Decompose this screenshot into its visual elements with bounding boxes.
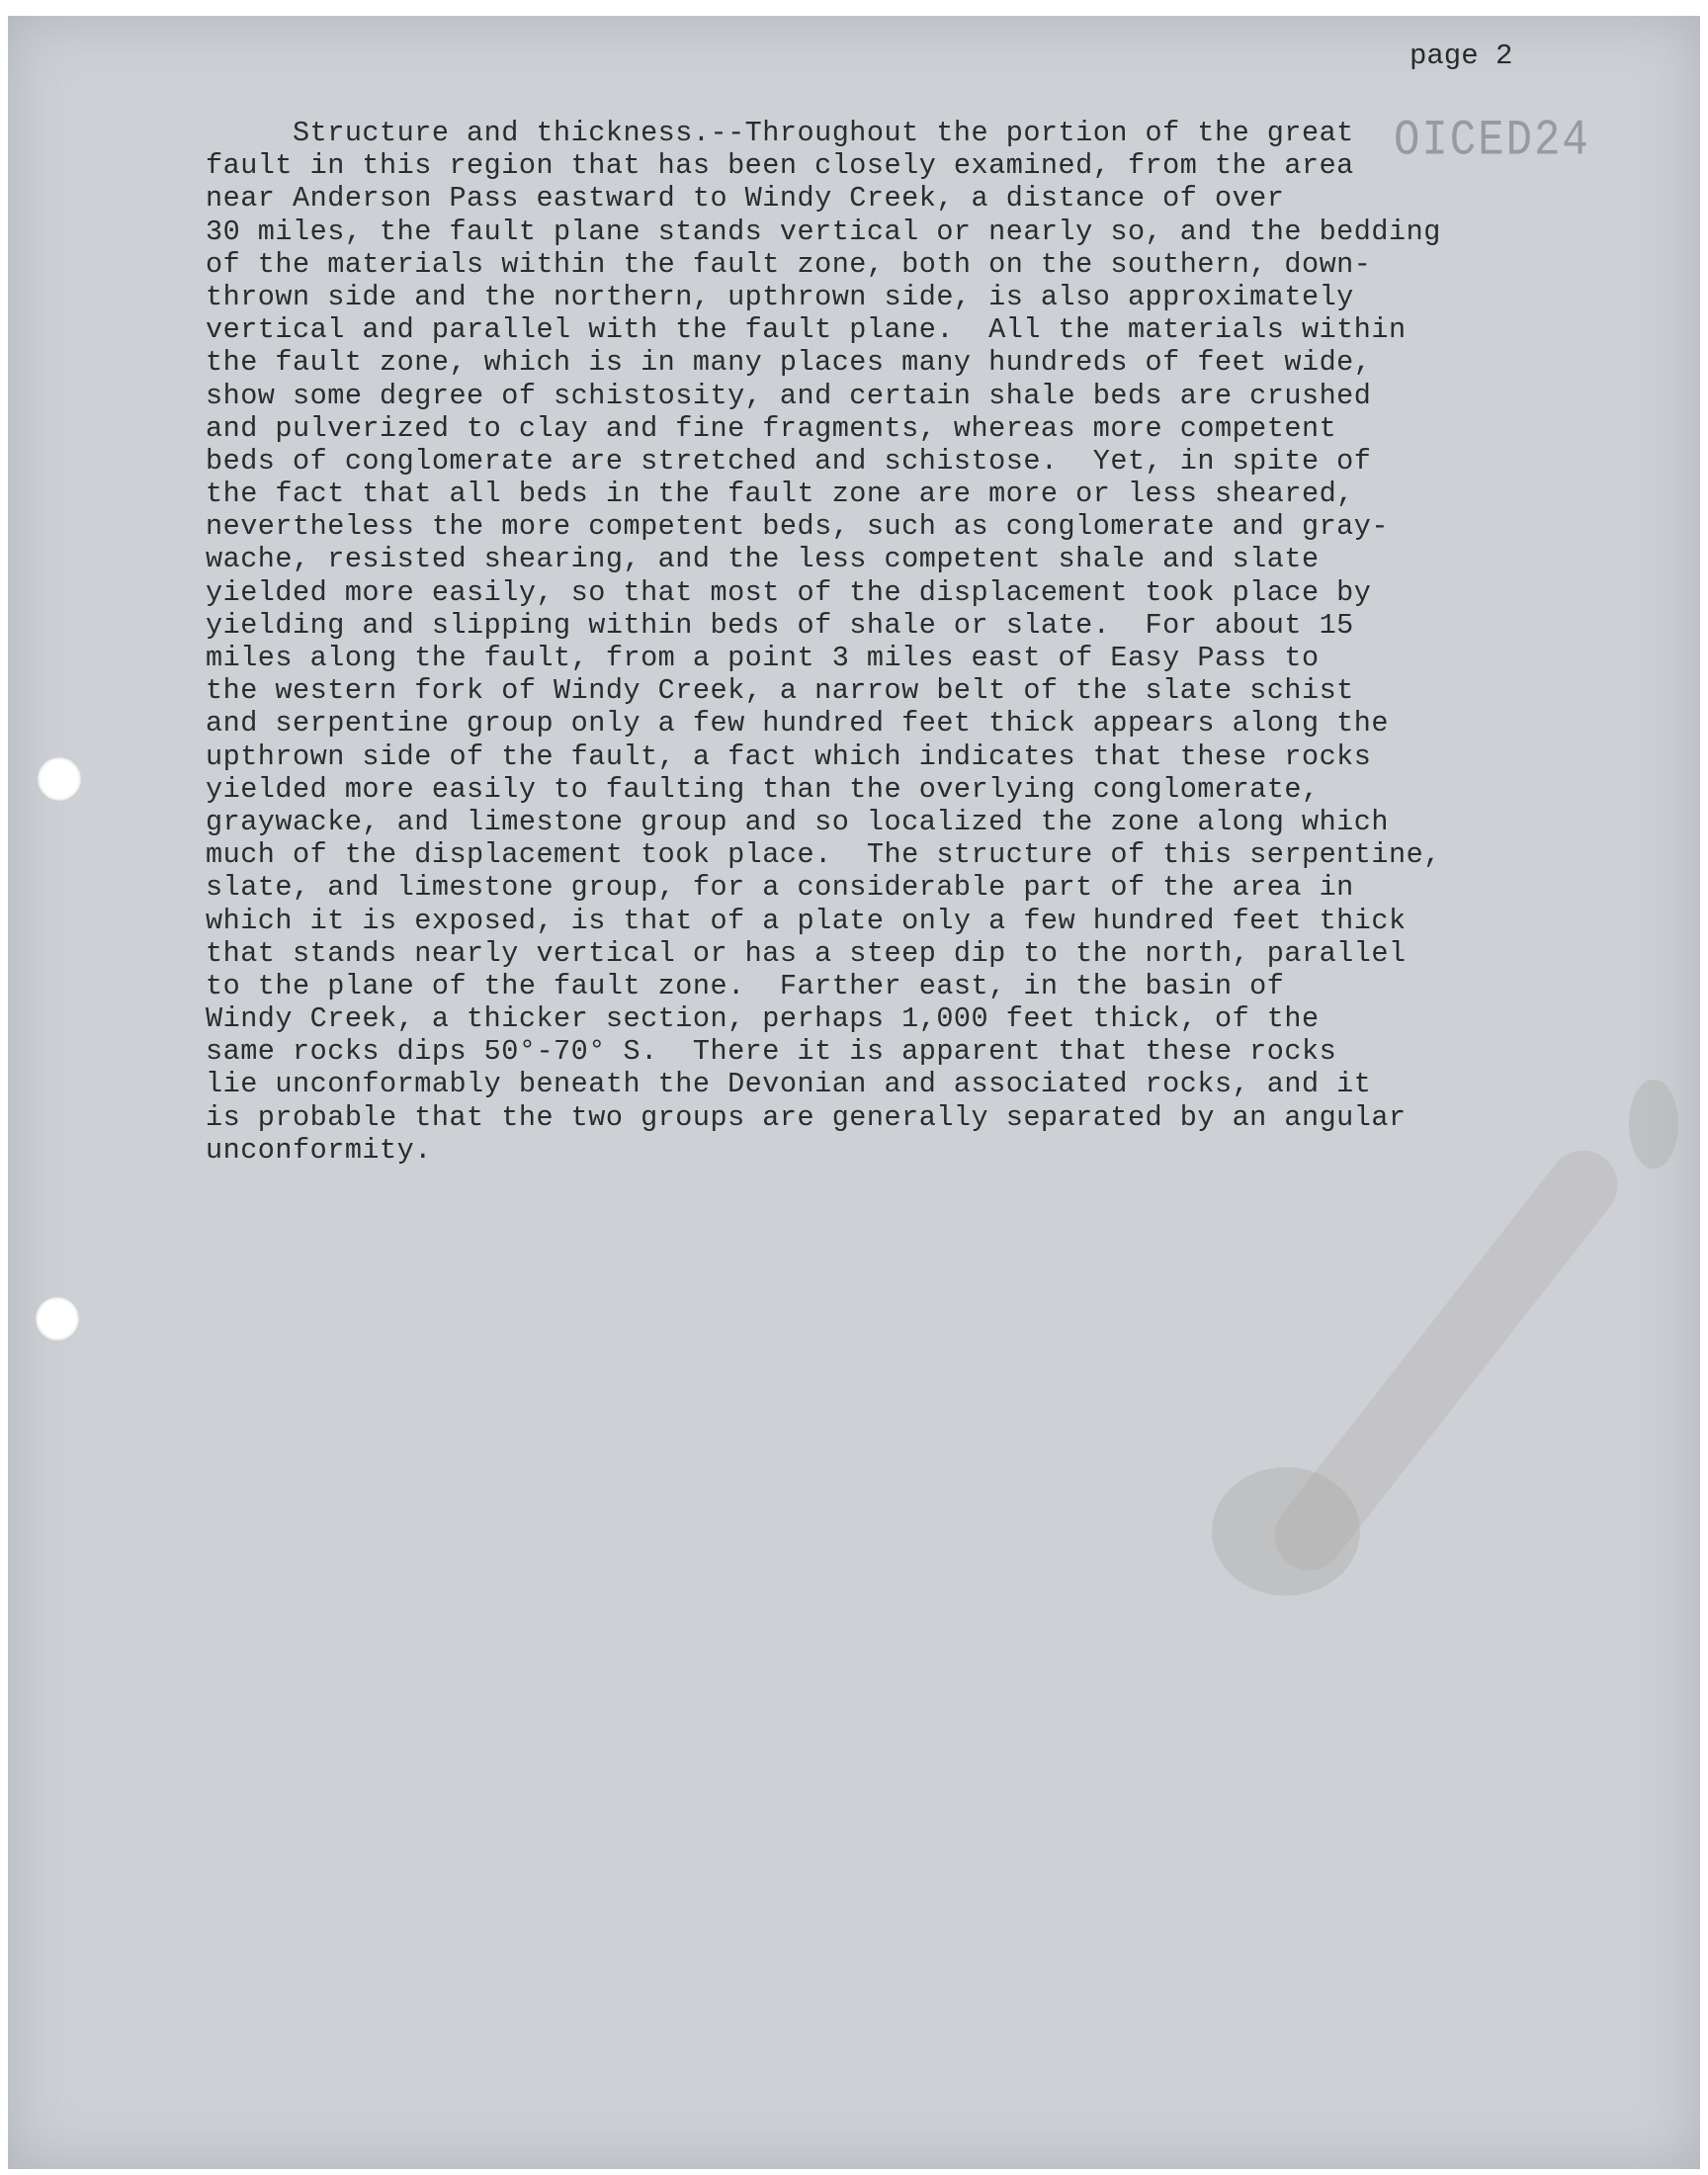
archive-stamp: OICED24 <box>1394 113 1590 170</box>
text-line: thrown side and the northern, upthrown side, is also approximately <box>206 280 1354 313</box>
text-line: show some degree of schistosity, and certain shale beds are crushed <box>206 379 1372 412</box>
text-line: graywacke, and limestone group and so localized the zone along which <box>206 805 1389 838</box>
text-line: Windy Creek, a thicker section, perhaps 1,000 feet thick, of the <box>206 1002 1320 1036</box>
text-line: lie unconformably beneath the Devonian and associated rocks, and it <box>206 1068 1372 1101</box>
text-line: miles along the fault, from a point 3 miles east of Easy Pass to <box>206 642 1320 674</box>
water-stain-blot <box>1212 1467 1360 1596</box>
text-line: of the materials within the fault zone, both on the southern, down- <box>206 247 1372 281</box>
text-line: much of the displacement took place. The structure of this serpentine, <box>206 838 1441 872</box>
text-line: and serpentine group only a few hundred feet thick appears along the <box>206 707 1389 740</box>
text-line: fault in this region that has been closely examined, from the area <box>206 149 1354 183</box>
text-line: to the plane of the fault zone. Farther east, in the basin of <box>206 969 1285 1002</box>
body-paragraph <box>206 117 1668 1167</box>
text-line: the western fork of Windy Creek, a narrow belt of the slate schist <box>206 674 1354 708</box>
text-line: same rocks dips 50°-70° S. There it is apparent that these rocks <box>206 1035 1337 1069</box>
text-line: that stands nearly vertical or has a steep dip to the north, parallel <box>206 936 1407 970</box>
text-line: beds of conglomerate are stretched and schistose. Yet, in spite of <box>206 444 1372 478</box>
text-line: yielded more easily to faulting than the overlying conglomerate, <box>206 772 1320 806</box>
punch-hole-upper <box>38 757 81 801</box>
text-line: nevertheless the more competent beds, such as conglomerate and gray- <box>206 510 1389 544</box>
text-line: near Anderson Pass eastward to Windy Creek, a distance of over <box>206 182 1285 216</box>
text-line: Structure and thickness.--Throughout the portion of the great <box>206 117 1354 149</box>
text-line: wache, resisted shearing, and the less competent shale and slate <box>206 543 1320 576</box>
text-line: 30 miles, the fault plane stands vertical or nearly so, and the bedding <box>206 215 1441 248</box>
text-line: the fact that all beds in the fault zone are more or less sheared, <box>206 478 1354 511</box>
text-line: vertical and parallel with the fault plane. All the materials within <box>206 313 1407 347</box>
text-line: which it is exposed, is that of a plate only a few hundred feet thick <box>206 904 1407 937</box>
text-line: yielded more easily, so that most of the displacement took place by <box>206 575 1372 609</box>
text-line: is probable that the two groups are generally separated by an angular <box>206 1100 1407 1134</box>
page-number: page 2 <box>1409 40 1513 72</box>
text-line: slate, and limestone group, for a considerable part of the area in <box>206 871 1354 905</box>
text-line: the fault zone, which is in many places many hundreds of feet wide, <box>206 346 1372 380</box>
text-line: upthrown side of the fault, a fact which indicates that these rocks <box>206 740 1372 773</box>
text-line: and pulverized to clay and fine fragments, whereas more competent <box>206 411 1337 445</box>
text-line: yielding and slipping within beds of shale or slate. For about 15 <box>206 608 1354 642</box>
punch-hole-lower <box>36 1297 79 1341</box>
text-line: unconformity. <box>206 1133 432 1167</box>
